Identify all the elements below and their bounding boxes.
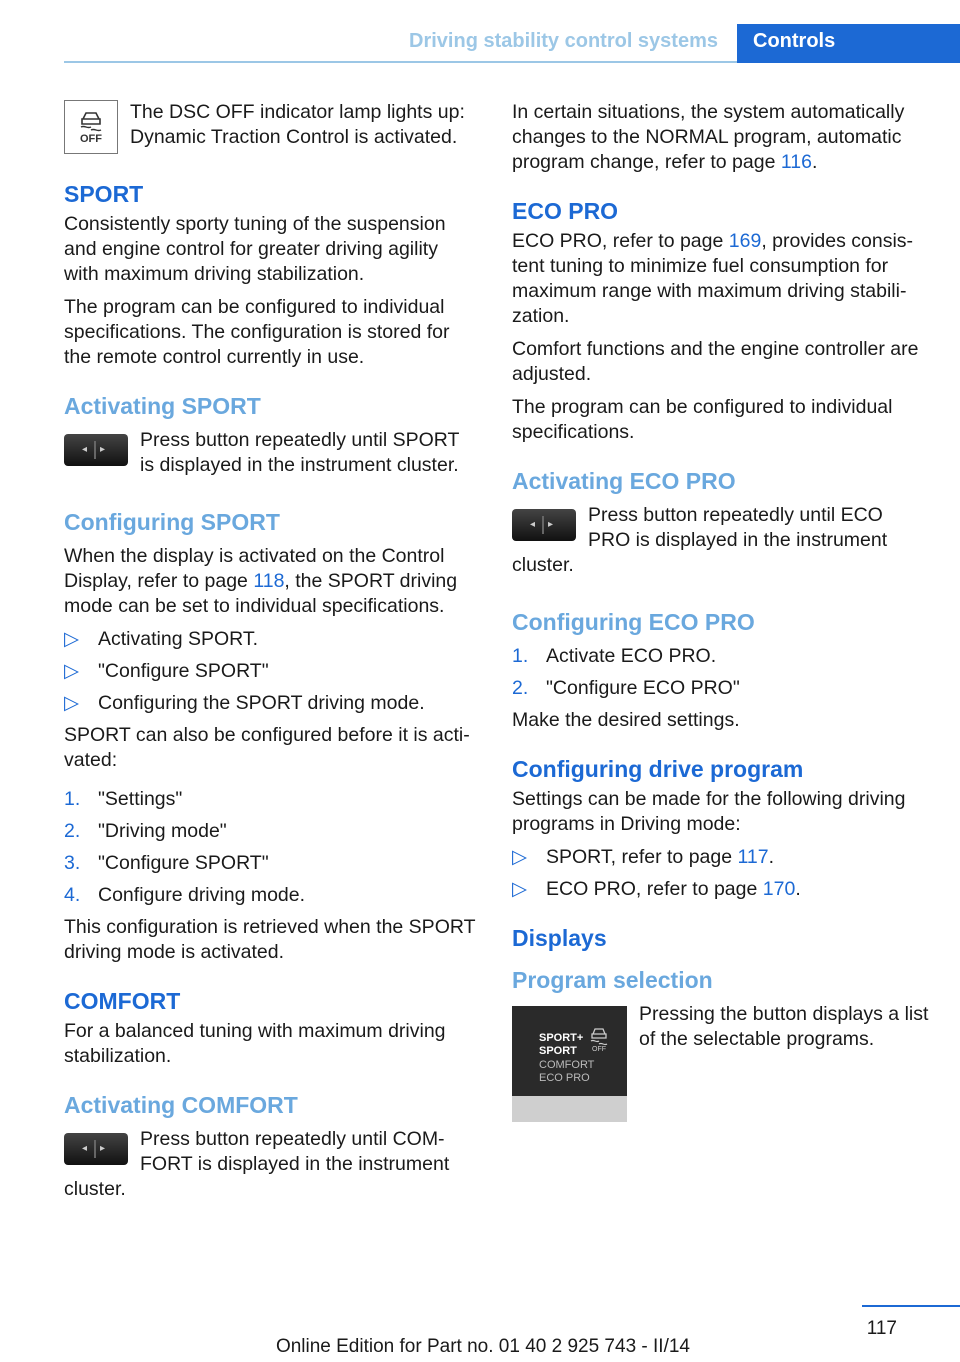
program-selection-text: Pressing the button displays a list of the selectable programs. bbox=[639, 1003, 929, 1050]
page-link-116[interactable]: 116 bbox=[780, 151, 812, 173]
eco-pro-heading: ECO PRO bbox=[512, 198, 619, 224]
sport-paragraph-1: Consistently sporty tuning of the suspension and engine control for greater driving agility with maximum driving stabilization. bbox=[64, 213, 446, 285]
list-item: ▷ "Configure SPORT" bbox=[64, 660, 269, 682]
list-item: ▷ Activating SPORT. bbox=[64, 628, 259, 650]
eco-pro-text: ECO PRO, refer to page 169, provides consis‐tent tuning to minimize fuel consumption for maximum range with maximum driving stabili‐zation. bbox=[512, 230, 914, 327]
left-column bbox=[64, 100, 478, 1210]
header-section-title: Driving stability control systems bbox=[409, 30, 718, 52]
list-item: 4. Configure driving mode. bbox=[64, 884, 306, 906]
displays-heading: Displays bbox=[512, 925, 607, 951]
edition-text: Online Edition for Part no. 01 40 2 925 743 - II/14 bbox=[275, 1336, 690, 1357]
display-item-eco-pro: ECO PRO bbox=[539, 1072, 590, 1084]
list-item: 3. "Configure SPORT" bbox=[64, 852, 269, 874]
comfort-heading: COMFORT bbox=[64, 988, 181, 1014]
triangle-bullet-icon: ▷ bbox=[512, 846, 527, 868]
activating-eco-pro-block bbox=[512, 503, 930, 586]
page-link-117[interactable]: 117 bbox=[737, 846, 769, 868]
dsc-off-text: The DSC OFF indicator lamp lights up: Dynamic Traction Control is activated. bbox=[130, 101, 465, 148]
retrieved-text: This configuration is retrieved when the SPORT driving mode is activated. bbox=[64, 916, 476, 963]
eco-pro-steps-list bbox=[512, 644, 930, 701]
display-bottom-band bbox=[512, 1096, 627, 1122]
make-settings-text: Make the desired settings. bbox=[512, 709, 740, 731]
page-link-170[interactable]: 170 bbox=[762, 878, 796, 900]
configuring-drive-program-heading: Configuring drive program bbox=[512, 756, 804, 782]
display-item-sport: SPORT bbox=[539, 1045, 577, 1057]
configuring-sport-heading: Configuring SPORT bbox=[64, 509, 280, 535]
list-item: ▷ Configuring the SPORT driving mode. bbox=[64, 692, 425, 714]
list-item: 1. Activate ECO PRO. bbox=[512, 645, 717, 667]
list-item: ▷ SPORT, refer to page 117. bbox=[512, 846, 775, 868]
program-selection-block bbox=[512, 1002, 930, 1126]
configuring-sport-text: When the display is activated on the Control Display, refer to page 118, the SPORT driving mode can be set to individual specifications. bbox=[64, 545, 458, 617]
activating-sport-heading: Activating SPORT bbox=[64, 393, 261, 419]
triangle-bullet-icon: ▷ bbox=[512, 878, 527, 900]
page-link-118[interactable]: 118 bbox=[253, 570, 285, 592]
driving-mode-switch-icon: ◂ ▸ bbox=[512, 509, 576, 541]
sport-bullet-list bbox=[64, 627, 478, 716]
skidding-car-icon bbox=[76, 109, 106, 133]
comfort-text: For a balanced tuning with maximum driving stabilization. bbox=[64, 1020, 446, 1067]
configure-before-text: SPORT can also be configured before it is acti‐vated: bbox=[64, 724, 470, 771]
sport-heading: SPORT bbox=[64, 181, 144, 207]
list-item: 2. "Driving mode" bbox=[64, 820, 227, 842]
page-number: 117 bbox=[866, 1318, 897, 1339]
program-list-display bbox=[512, 1006, 627, 1122]
triangle-bullet-icon: ▷ bbox=[64, 660, 79, 682]
display-item-sport-plus: SPORT+ bbox=[539, 1032, 584, 1044]
sport-steps-list bbox=[64, 787, 478, 908]
driving-mode-switch-icon: ◂ ▸ bbox=[64, 434, 128, 466]
footer-rule bbox=[862, 1305, 960, 1307]
header-chapter-tab: Controls bbox=[737, 24, 960, 63]
drive-program-list bbox=[512, 845, 930, 902]
triangle-bullet-icon: ▷ bbox=[64, 628, 79, 650]
page-link-169[interactable]: 169 bbox=[728, 230, 762, 252]
eco-pro-paragraph-2: Comfort functions and the engine controller are adjusted. bbox=[512, 338, 919, 385]
display-item-comfort: COMFORT bbox=[539, 1059, 595, 1071]
dsc-off-indicator bbox=[64, 100, 478, 158]
program-selection-heading: Program selection bbox=[512, 967, 713, 993]
activating-sport-text: Press button repeatedly until SPORT is displayed in the instrument cluster. bbox=[140, 429, 460, 476]
dsc-off-icon-label: OFF bbox=[80, 133, 102, 145]
right-column bbox=[512, 100, 930, 1126]
dsc-off-icon-label: OFF bbox=[592, 1046, 606, 1052]
list-item: 1. "Settings" bbox=[64, 788, 183, 810]
eco-pro-paragraph-3: The program can be configured to individual specifications. bbox=[512, 396, 893, 443]
sport-paragraph-2: The program can be configured to individual specifications. The configuration is stored for the remote control currently in use. bbox=[64, 296, 450, 368]
activating-comfort-text: Press button repeatedly until COM‐FORT is displayed in the instrument cluster. bbox=[64, 1128, 450, 1200]
triangle-bullet-icon: ▷ bbox=[64, 692, 79, 714]
activating-comfort-heading: Activating COMFORT bbox=[64, 1092, 298, 1118]
dsc-off-icon bbox=[588, 1026, 610, 1052]
list-item: 2. "Configure ECO PRO" bbox=[512, 677, 740, 699]
dsc-off-lamp-icon bbox=[64, 100, 118, 154]
driving-mode-switch-icon: ◂ ▸ bbox=[64, 1133, 128, 1165]
activating-eco-pro-heading: Activating ECO PRO bbox=[512, 468, 736, 494]
configuring-eco-pro-heading: Configuring ECO PRO bbox=[512, 609, 755, 635]
auto-change-text: In certain situations, the system automatically changes to the NORMAL program, automatic program change, refer to page 116. bbox=[512, 101, 905, 173]
drive-program-text: Settings can be made for the following driving programs in Driving mode: bbox=[512, 788, 906, 835]
activating-comfort-block bbox=[64, 1127, 478, 1210]
activating-sport-block bbox=[64, 428, 478, 486]
activating-eco-pro-text: Press button repeatedly until ECO PRO is displayed in the instrument cluster. bbox=[512, 504, 888, 576]
list-item: ▷ ECO PRO, refer to page 170. bbox=[512, 878, 801, 900]
